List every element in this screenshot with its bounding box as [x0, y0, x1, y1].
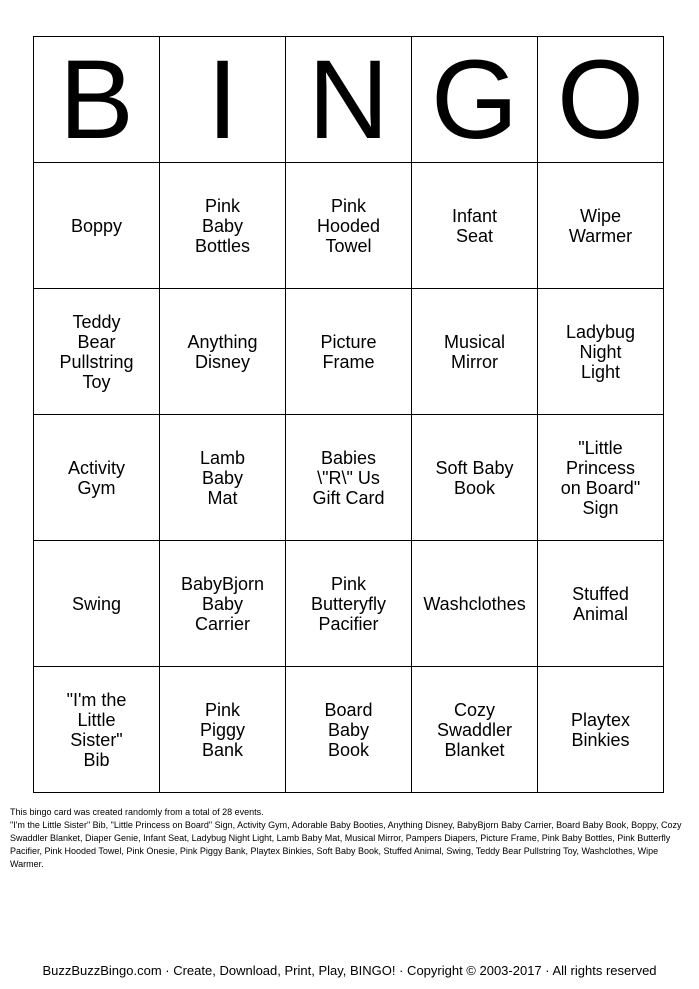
header-letter-o: O [538, 37, 664, 163]
bingo-row [34, 289, 664, 415]
bingo-cell: Wipe Warmer [538, 163, 664, 289]
footer-copyright: BuzzBuzzBingo.com · Create, Download, Print, Play, BINGO! · Copyright © 2003-2017 · All rights reserved [42, 963, 657, 978]
card-summary: This bingo card was created randomly from a total of 28 events. [10, 807, 264, 817]
bingo-cell: Activity Gym [34, 415, 160, 541]
card-info [10, 806, 690, 871]
bingo-cell: Playtex Binkies [538, 667, 664, 793]
bingo-cell: Boppy [34, 163, 160, 289]
bingo-cell: Pink Butteryfly Pacifier [286, 541, 412, 667]
bingo-cell: Infant Seat [412, 163, 538, 289]
bingo-cell: Pink Baby Bottles [160, 163, 286, 289]
bingo-cell: Board Baby Book [286, 667, 412, 793]
bingo-cell: Cozy Swaddler Blanket [412, 667, 538, 793]
header-letter-n: N [286, 37, 412, 163]
bingo-cell: Washclothes [412, 541, 538, 667]
bingo-cell: "I'm the Little Sister" Bib [34, 667, 160, 793]
header-letter-g: G [412, 37, 538, 163]
bingo-cell: Pink Piggy Bank [160, 667, 286, 793]
bingo-cell: Picture Frame [286, 289, 412, 415]
bingo-row [34, 415, 664, 541]
event-list: "I'm the Little Sister" Bib, "Little Princess on Board" Sign, Activity Gym, Adorable Baby Booties, Anything Disney, BabyBjorn Baby Carrier, Board Baby Book, Boppy, Cozy Swaddler Blanket, Diaper Genie, Infant Seat, Ladybug Night Light, Lamb Baby Mat, Musical Mirror, Pampers Diapers, Picture Frame, Pink Baby Bottles, Pink Butterfly Pacifier, Pink Hooded Towel, Pink Onesie, Pink Piggy Bank, Playtex Binkies, Soft Baby Book, Stuffed Animal, Swing, Teddy Bear Pullstring Toy, Washclothes, Wipe Warmer. [10, 820, 682, 869]
bingo-row [34, 163, 664, 289]
bingo-cell: Teddy Bear Pullstring Toy [34, 289, 160, 415]
bingo-header-row [34, 37, 664, 163]
bingo-cell: BabyBjorn Baby Carrier [160, 541, 286, 667]
bingo-cell: Musical Mirror [412, 289, 538, 415]
bingo-cell: Ladybug Night Light [538, 289, 664, 415]
bingo-card [33, 36, 664, 793]
header-letter-i: I [160, 37, 286, 163]
bingo-cell: Soft Baby Book [412, 415, 538, 541]
bingo-cell: Pink Hooded Towel [286, 163, 412, 289]
bingo-cell: Swing [34, 541, 160, 667]
header-letter-b: B [34, 37, 160, 163]
bingo-cell: Babies \"R\" Us Gift Card [286, 415, 412, 541]
bingo-cell: Stuffed Animal [538, 541, 664, 667]
bingo-row [34, 541, 664, 667]
bingo-cell: Anything Disney [160, 289, 286, 415]
bingo-cell: Lamb Baby Mat [160, 415, 286, 541]
bingo-row [34, 667, 664, 793]
bingo-cell: "Little Princess on Board" Sign [538, 415, 664, 541]
